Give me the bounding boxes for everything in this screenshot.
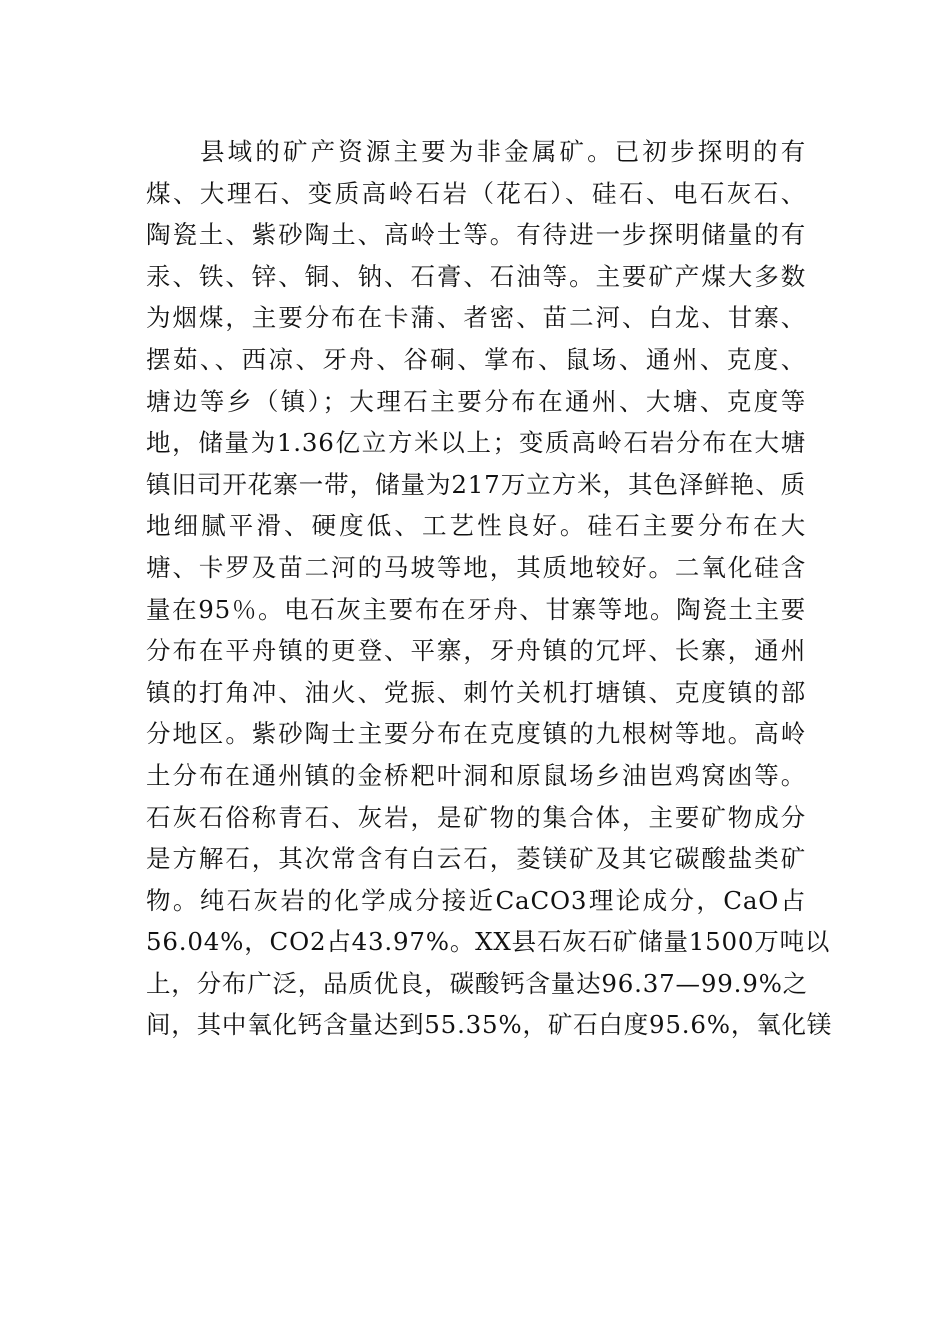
text-line: 镇旧司开花寨一带，储量为217万立方米，其色泽鲜艳、质 [146, 469, 806, 499]
text-line: 摆茹、、西凉、牙舟、谷硐、掌布、鼠场、通州、克度、 [146, 344, 806, 374]
text-line: 塘、卡罗及苗二河的马坡等地，其质地较好。二氧化硅含 [146, 552, 806, 582]
text-line: 为烟煤，主要分布在卡蒲、者密、苗二河、白龙、甘寨、 [146, 303, 806, 333]
text-line: 县域的矿产资源主要为非金属矿。已初步探明的有 [200, 137, 806, 166]
text-line: 陶瓷土、紫砂陶土、高岭士等。有待进一步探明储量的有 [146, 220, 806, 250]
text-line: 镇的打角冲、油火、党振、刺竹关机打塘镇、克度镇的部 [146, 677, 806, 707]
text-line: 分布在平舟镇的更登、平寨，牙舟镇的冗坪、长寨，通州 [146, 636, 806, 666]
text-line: 间，其中氧化钙含量达到55.35%，矿石白度95.6%，氧化镁 [146, 1010, 833, 1040]
text-line: 塘边等乡（镇）；大理石主要分布在通州、大塘、克度等 [146, 386, 806, 416]
text-line: 石灰石俗称青石、灰岩，是矿物的集合体，主要矿物成分 [146, 802, 806, 832]
text-line: 汞、铁、锌、铜、钠、石膏、石油等。主要矿产煤大多数 [146, 261, 806, 291]
body-paragraph [146, 131, 833, 1046]
text-line: 是方解石，其次常含有白云石，菱镁矿及其它碳酸盐类矿 [146, 844, 806, 874]
text-line: 量在95％。电石灰主要布在牙舟、甘寨等地。陶瓷土主要 [146, 594, 806, 624]
text-line: 地，储量为1.36亿立方米以上；变质高岭石岩分布在大塘 [146, 428, 806, 458]
text-line: 土分布在通州镇的金桥粑叶洞和原鼠场乡油岜鸡窝凼等。 [146, 760, 806, 790]
text-line: 56.04%，CO2占43.97%。XX县石灰石矿储量1500万吨以 [146, 927, 831, 957]
text-line: 煤、大理石、变质高岭石岩（花石）、硅石、电石灰石、 [146, 178, 806, 208]
text-line: 上，分布广泛，品质优良，碳酸钙含量达96.37—99.9%之 [146, 968, 808, 998]
text-line: 物。纯石灰岩的化学成分接近CaCO3理论成分，CaO占 [146, 885, 806, 915]
text-line: 地细腻平滑、硬度低、工艺性良好。硅石主要分布在大 [146, 511, 806, 541]
text-line: 分地区。紫砂陶士主要分布在克度镇的九根树等地。高岭 [146, 719, 806, 749]
